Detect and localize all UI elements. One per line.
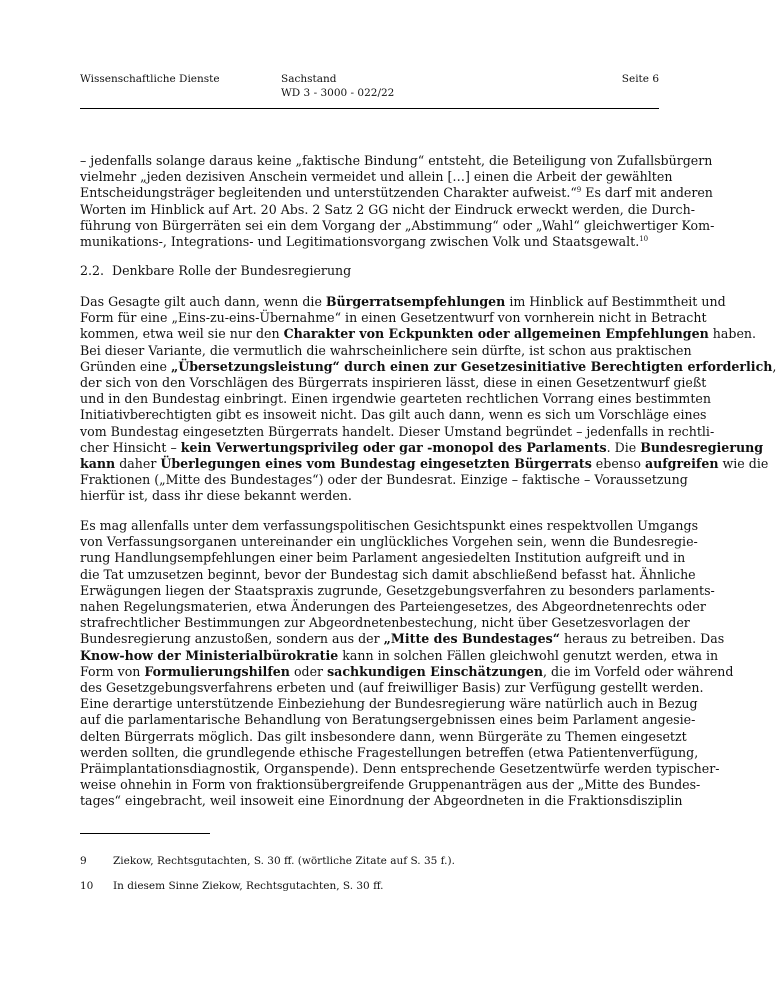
text-run: Gründen eine [80, 358, 171, 374]
text-line [80, 663, 734, 680]
text-run: von Verfassungsorganen untereinander ein unglückliches Vorgehen sein, wenn die Bundesregie- [80, 534, 698, 550]
text-line [80, 647, 719, 664]
emphasis-text: Überlegungen eines vom Bundestag eingesetzten Bürgerrats [160, 456, 592, 472]
text-run: führung von Bürgerräten sei ein dem Vorgang der „Abstimmung“ oder „Wahl“ gleichwertiger Kom- [80, 217, 715, 233]
text-run: strafrechtlicher Bestimmungen zur Abgeordnetenbestechung, nicht über Gesetzesvorlagen der [80, 615, 690, 631]
text-line [80, 712, 696, 728]
text-run: vom Bundestag eingesetzten Bürgerrats handelt. Dieser Umstand begründet – jedenfalls in rechtli- [80, 423, 715, 439]
text-run: des Gesetzgebungsverfahrens erbeten und (auf freiwilliger Basis) zur Verfügung gestellt werden. [80, 680, 704, 696]
footnote-10 [80, 879, 384, 893]
emphasis-text: „Mitte des Bundestages“ [383, 631, 560, 647]
text-run: haben. [708, 326, 757, 342]
text-run: , die im Vorfeld oder während [543, 663, 734, 679]
text-run: daher [115, 456, 161, 472]
text-line [80, 550, 686, 566]
text-line [80, 294, 726, 310]
text-run: wie die [718, 456, 769, 472]
text-line [80, 631, 725, 647]
footnote-reference: 9 [576, 186, 582, 195]
text-run: nahen Regelungsmaterien, etwa Änderungen des Parteiengesetzes, des Abgeordnetenrechts oder [80, 599, 706, 615]
text-run: . Die [606, 439, 641, 455]
text-run: Bei dieser Variante, die vermutlich die wahrscheinlichere sein dürfte, ist schon aus praktischen [80, 342, 692, 358]
text-line [80, 342, 692, 359]
text-run: delten Bürgerrats möglich. Das gilt insbesondere dann, wenn Bürgeräte zu Themen eingesetzt [80, 728, 687, 744]
text-line [80, 744, 699, 761]
footnote-reference: 10 [639, 234, 649, 243]
text-run: weise ohnehin in Form von fraktionsübergreifende Gruppenanträgen aus der „Mitte des Bundes- [80, 777, 701, 793]
text-run: die Tat umzusetzen beginnt, bevor der Bundestag sich damit abschließend befasst hat. Ähnliche [80, 566, 696, 582]
text-run: heraus zu betreiben. Das [559, 631, 725, 647]
emphasis-text: kann [80, 456, 116, 472]
text-run: kann in solchen Fällen gleichwohl genutzt werden, etwa in [338, 647, 719, 663]
text-line [80, 391, 711, 407]
text-line [80, 234, 660, 250]
text-line [80, 696, 698, 712]
text-line [80, 439, 764, 456]
emphasis-text: sachkundigen Einschätzungen [327, 663, 543, 679]
emphasis-text: aufgreifen [644, 456, 719, 472]
text-line [80, 217, 715, 234]
text-run: – jedenfalls solange daraus keine „faktische Bindung“ entsteht, die Beteiligung von Zufallsbürgern [80, 153, 713, 168]
text-line [80, 582, 715, 599]
text-run: rung Handlungsempfehlungen einer beim Parlament angesiedelten Institution aufgreift und in [80, 550, 686, 566]
text-line [80, 185, 713, 201]
paragraph-government-role [80, 294, 773, 505]
text-run: cher Hinsicht – [80, 439, 181, 455]
text-line [80, 680, 704, 696]
text-line [80, 310, 707, 326]
text-line [80, 375, 707, 391]
text-run: Form für eine „Eins-zu-eins-Übernahme“ in einen Gesetzentwurf von vornherein nicht in Betracht [80, 310, 707, 326]
text-run: hierfür ist, dass ihr diese bekannt werden. [80, 488, 352, 504]
text-line [80, 534, 698, 550]
header-divider [80, 108, 659, 109]
text-line [80, 777, 701, 793]
emphasis-text: Know-how der Ministerialbürokratie [80, 647, 339, 663]
header-institution: Wissenschaftliche Dienste [80, 73, 220, 85]
footnote-number: 9 [80, 855, 87, 867]
text-run: Initiativberechtigten gibt es insoweit nicht. Das gilt auch dann, wenn es sich um Vorschläge eines [80, 407, 707, 423]
text-line [80, 423, 715, 440]
intro-paragraph [80, 153, 715, 250]
emphasis-text: Bürgerratsempfehlungen [325, 294, 506, 309]
text-line [80, 201, 695, 218]
section-number: 2.2. [80, 263, 105, 278]
text-line [80, 566, 696, 583]
text-line [80, 728, 687, 745]
text-run: Es darf mit anderen [581, 185, 713, 201]
footnote-text: In diesem Sinne Ziekow, Rechtsgutachten, S. 30 ff. [113, 880, 384, 892]
text-line [80, 472, 688, 488]
emphasis-text: Bundesregierung [640, 439, 764, 455]
text-run: Präimplantationsdiagnostik, Organspende). Denn entsprechende Gesetzentwürfe werden typischer- [80, 761, 720, 777]
text-run: Das Gesagte gilt auch dann, wenn die [80, 294, 326, 309]
footnote-divider [80, 833, 210, 834]
header-doc-number: WD 3 - 3000 - 022/22 [281, 87, 395, 99]
text-run: auf die parlamentarische Behandlung von Beratungsergebnissen eines beim Parlament angesie- [80, 712, 696, 728]
text-line [80, 518, 699, 534]
text-line [80, 761, 720, 777]
header-document-info [281, 72, 394, 100]
text-run: munikations-, Integrations- und Legitimationsvorgang zwischen Volk und Staatsgewalt. [80, 234, 640, 250]
text-line [80, 407, 707, 423]
footnote-text: Ziekow, Rechtsgutachten, S. 30 ff. (wörtliche Zitate auf S. 35 f.). [113, 855, 455, 867]
section-heading [80, 263, 660, 279]
emphasis-text: „Übersetzungsleistung“ durch einen zur Gesetzesinitiative Berechtigten erforderlich [170, 358, 773, 374]
emphasis-text: Charakter von Eckpunkten oder allgemeinen Empfehlungen [283, 326, 709, 342]
text-run: vielmehr „jeden dezisiven Anschein vermeidet und allein […] einen die Arbeit der gewählten [80, 169, 673, 185]
footnote-9 [80, 854, 455, 868]
text-run: im Hinblick auf Bestimmtheit und [505, 294, 726, 309]
text-line [80, 169, 673, 185]
emphasis-text: Formulierungshilfen [144, 663, 290, 679]
emphasis-text: kein Verwertungsprivileg oder gar -monopol des Parlaments [180, 439, 607, 455]
text-run: ebenso [591, 456, 645, 472]
text-run: Bundesregierung anzustoßen, sondern aus der [80, 631, 384, 647]
text-run: und in den Bundestag einbringt. Einen irgendwie gearteten rechtlichen Vorrang eines bestimmten [80, 391, 711, 407]
text-run: Fraktionen („Mitte des Bundestages“) oder der Bundesrat. Einzige – faktische – Voraussetzung [80, 472, 688, 488]
text-line [80, 456, 769, 472]
text-run: der sich von den Vorschlägen des Bürgerrats inspirieren lässt, diese in einen Gesetzentwurf gießt [80, 375, 707, 391]
text-line [80, 615, 690, 631]
text-line [80, 326, 757, 342]
footnote-number: 10 [80, 880, 94, 892]
text-run: werden sollten, die grundlegende ethische Fragestellungen betreffen (etwa Patientenverfügung, [80, 744, 699, 760]
text-run: Es mag allenfalls unter dem verfassungspolitischen Gesichtspunkt eines respektvollen Umgangs [80, 518, 699, 533]
text-run [772, 359, 776, 374]
text-run: Eine derartige unterstützende Einbeziehung der Bundesregierung wäre natürlich auch in Bezug [80, 696, 698, 712]
header-page-number: Seite 6 [621, 73, 659, 85]
text-line [80, 599, 706, 615]
text-run: Erwägungen liegen der Staatspraxis zugrunde, Gesetzgebungsverfahren zu besonders parlaments- [80, 582, 715, 598]
text-run: Worten im Hinblick auf Art. 20 Abs. 2 Satz 2 GG nicht der Eindruck erweckt werden, die Durch- [80, 201, 695, 217]
text-line [80, 153, 713, 169]
text-line [80, 358, 773, 375]
text-run: tages“ eingebracht, weil insoweit eine Einordnung der Abgeordneten in die Fraktionsdisziplin [80, 793, 683, 809]
header-doc-type: Sachstand [281, 73, 337, 85]
text-line [80, 793, 683, 809]
text-run: oder [289, 663, 328, 679]
text-run: Form von [80, 663, 145, 679]
text-line [80, 488, 660, 504]
text-run: kommen, etwa weil sie nur den [80, 326, 284, 342]
paragraph-constitutional-aspect [80, 518, 734, 810]
section-title: Denkbare Rolle der Bundesregierung [112, 263, 352, 278]
text-run: Entscheidungsträger begleitenden und unterstützenden Charakter aufweist.“ [80, 185, 577, 201]
